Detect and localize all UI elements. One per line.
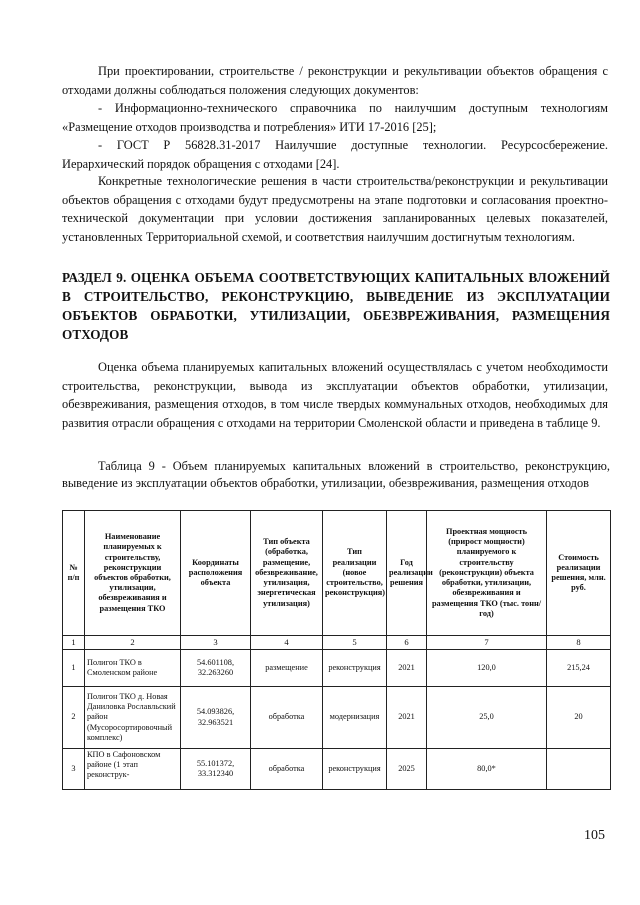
table-caption: Таблица 9 - Объем планируемых капитальных вложений в строительство, реконструкцию, выведение из эксплуатации объектов обработки, утилизации, обезвреживания, размещения отходов bbox=[62, 459, 610, 490]
table-header-row bbox=[63, 511, 611, 636]
paragraph-documents-intro: При проектировании, строительстве / реконструкции и рекультивации объектов обращения с отходами должны соблюдаться положения следующих документов: bbox=[62, 64, 608, 97]
column-number: 4 bbox=[251, 636, 323, 650]
table-cell: 25,0 bbox=[427, 687, 547, 749]
column-number: 5 bbox=[323, 636, 387, 650]
table-cell: размещение bbox=[251, 650, 323, 687]
paragraph-assessment: Оценка объема планируемых капитальных вложений осуществлялась с учетом необходимости строительства, реконструкции, вывода из эксплуатации объектов обработки, утилизации, обезвреживания, размещения отходов, в том числе твердых коммунальных отходов, необходимых для развития отрасли обращения с отходами на территории Смоленской области и приведена в таблице 9. bbox=[62, 360, 608, 431]
column-number: 7 bbox=[427, 636, 547, 650]
table-cell: Полигон ТКО д. Новая Даниловка Рославльский район (Мусоросортировочный комплекс) bbox=[85, 687, 181, 749]
column-number: 8 bbox=[547, 636, 611, 650]
header-cell: Стоимость реализации решения, млн. руб. bbox=[547, 511, 611, 636]
table-cell: модернизация bbox=[323, 687, 387, 749]
table-cell: 54.093826, 32.963521 bbox=[181, 687, 251, 749]
page-number: 105 bbox=[584, 828, 605, 843]
header-cell: Тип объекта (обработка, размещение, обезвреживание, утилизация, энергетическая утилизация) bbox=[251, 511, 323, 636]
table-cell: 2025 bbox=[387, 749, 427, 790]
header-cell: Проектная мощность (прирост мощности) планируемого к строительству (реконструкции) объекта обработки, утилизации, обезвреживания и размещения ТКО (тыс. тонн/год) bbox=[427, 511, 547, 636]
paragraph-its-reference: - Информационно-технического справочника по наилучшим доступным технологиям «Размещение отходов производства и потребления» ИТИ 17-2016 [25]; bbox=[62, 101, 608, 134]
table-cell: 2021 bbox=[387, 650, 427, 687]
header-cell: Тип реализации (новое строительство, реконструкция) bbox=[323, 511, 387, 636]
column-number: 2 bbox=[85, 636, 181, 650]
table-cell: обработка bbox=[251, 749, 323, 790]
column-number-row bbox=[63, 636, 611, 650]
table-cell: Полигон ТКО в Смоленском районе bbox=[85, 650, 181, 687]
table-cell: 20 bbox=[547, 687, 611, 749]
paragraph-gost-reference: - ГОСТ Р 56828.31-2017 Наилучшие доступные технологии. Ресурсосбережение. Иерархический порядок обращения с отходами [24]. bbox=[62, 138, 608, 171]
table-cell bbox=[547, 749, 611, 790]
table-cell: обработка bbox=[251, 687, 323, 749]
table-cell: 2 bbox=[63, 687, 85, 749]
header-cell: Год реализации решения bbox=[387, 511, 427, 636]
column-number: 1 bbox=[63, 636, 85, 650]
column-number: 3 bbox=[181, 636, 251, 650]
table-cell: 54.601108, 32.263260 bbox=[181, 650, 251, 687]
table-cell: КПО в Сафоновском районе (1 этап реконструк- bbox=[85, 749, 181, 790]
table-cell: 120,0 bbox=[427, 650, 547, 687]
table-cell: 80,0* bbox=[427, 749, 547, 790]
paragraph-technology-decisions: Конкретные технологические решения в части строительства/реконструкции и рекультивации объектов обращения с отходами будут предусмотрены на этапе подготовки и согласования проектно-технической документации при условии достижения запланированных целевых показателей, установленных Территориальной схемой, и соответствия наилучшим достигнутым технологиям. bbox=[62, 174, 608, 245]
table-cell: 55.101372, 33.312340 bbox=[181, 749, 251, 790]
table-row bbox=[63, 687, 611, 749]
header-cell: № п/п bbox=[63, 511, 85, 636]
table-row bbox=[63, 650, 611, 687]
column-number: 6 bbox=[387, 636, 427, 650]
table-row bbox=[63, 749, 611, 790]
header-cell: Координаты расположения объекта bbox=[181, 511, 251, 636]
header-cell: Наименование планируемых к строительству, реконструкции объектов обработки, утилизации, обезвреживания и размещения ТКО bbox=[85, 511, 181, 636]
section-heading: РАЗДЕЛ 9. ОЦЕНКА ОБЪЕМА СООТВЕТСТВУЮЩИХ КАПИТАЛЬНЫХ ВЛОЖЕНИЙ В СТРОИТЕЛЬСТВО, РЕКОНСТРУКЦИЮ, ВЫВЕДЕНИЕ ИЗ ЭКСПЛУАТАЦИИ ОБЪЕКТОВ ОБРАБОТКИ, УТИЛИЗАЦИИ, ОБЕЗВРЕЖИВАНИЯ, РАЗМЕЩЕНИЯ ОТХОДОВ bbox=[62, 270, 610, 342]
table-cell: 3 bbox=[63, 749, 85, 790]
table-cell: реконструкция bbox=[323, 650, 387, 687]
table-cell: 1 bbox=[63, 650, 85, 687]
capital-investment-table bbox=[62, 510, 611, 790]
table-cell: реконструкция bbox=[323, 749, 387, 790]
table-cell: 2021 bbox=[387, 687, 427, 749]
table-cell: 215,24 bbox=[547, 650, 611, 687]
